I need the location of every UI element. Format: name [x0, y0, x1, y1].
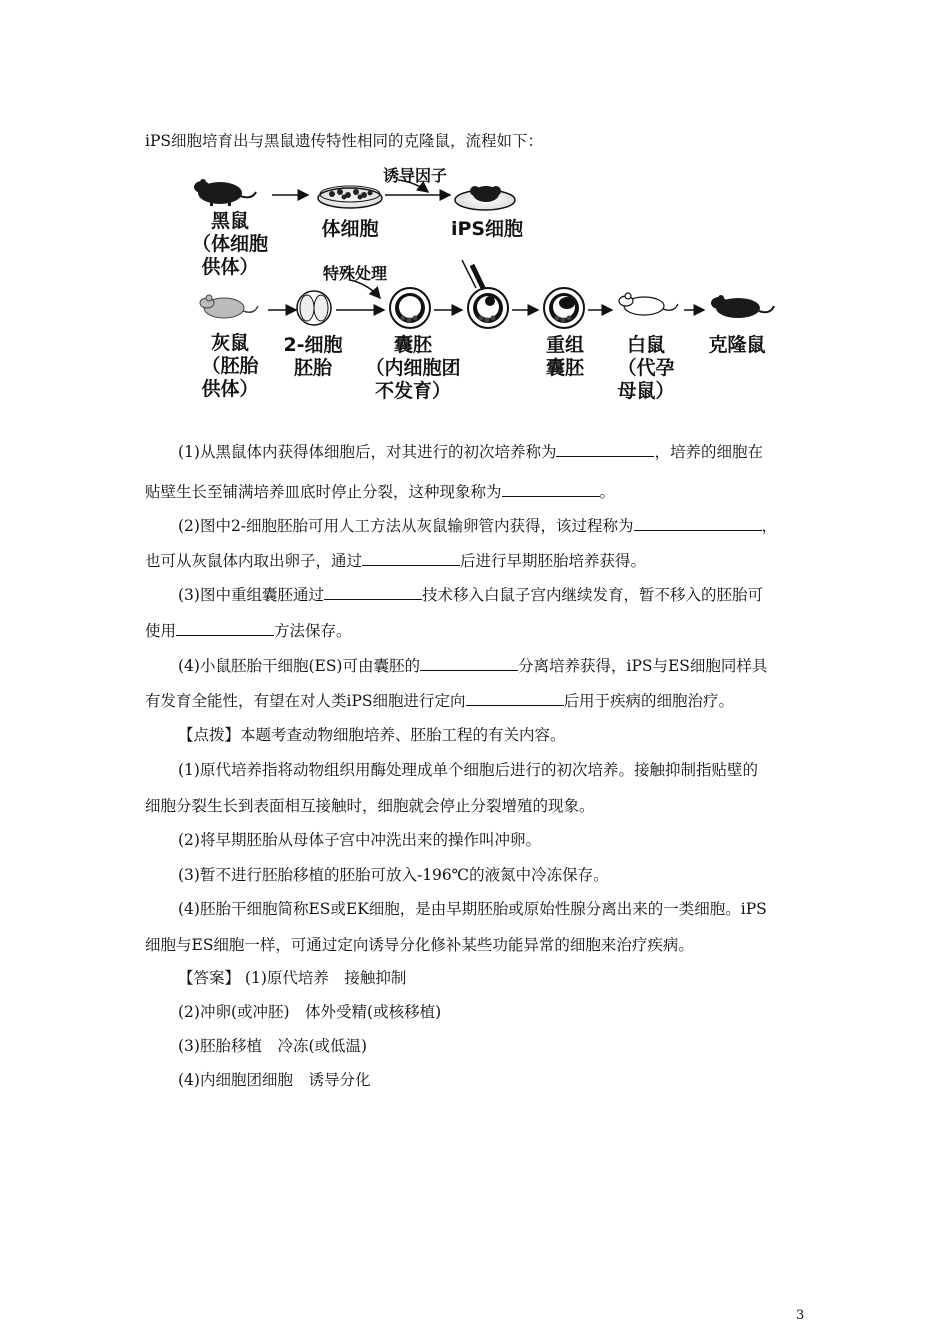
question-1-line-1: (1)从黑鼠体内获得体细胞后，对其进行的初次培养称为 ，培养的细胞在: [178, 443, 763, 461]
hint-p3: (3)暂不进行胚胎移植的胚胎可放入-196℃的液氮中冷冻保存。: [178, 866, 609, 884]
hint-p4-line-1: (4)胚胎干细胞简称ES或EK细胞，是由早期胚胎或原始性腺分离出来的一类细胞。iPS: [178, 900, 767, 918]
question-3-line-2: 使用 方法保存。: [145, 622, 352, 640]
clone-mouse-icon: [711, 295, 774, 318]
answer-1: 【答案】 (1)原代培养 接触抑制: [178, 969, 407, 987]
label-blastocyst: 囊胚 （内细胞团 不发育）: [365, 334, 461, 402]
question-3-line-1: (3)图中重组囊胚通过 技术移入白鼠子宫内继续发育，暂不移入的胚胎可: [178, 586, 763, 604]
label-clone-mouse: 克隆鼠: [708, 334, 766, 356]
hint-p2: (2)将早期胚胎从母体子宫中冲洗出来的操作叫冲卵。: [178, 831, 541, 849]
hint-title: 【点拨】本题考查动物细胞培养、胚胎工程的有关内容。: [178, 726, 566, 744]
blank-6[interactable]: [176, 621, 274, 636]
label-ips-cell: iPS细胞: [450, 218, 524, 240]
blank-8[interactable]: [466, 691, 564, 706]
question-2-line-2: 也可从灰鼠体内取出卵子，通过 后进行早期胚胎培养获得。: [145, 552, 647, 570]
hint-p1-line-1: (1)原代培养指将动物组织用酶处理成单个细胞后进行的初次培养。接触抑制指贴壁的: [178, 761, 758, 779]
blank-5[interactable]: [324, 585, 422, 600]
blank-1[interactable]: [556, 442, 654, 457]
label-somatic-cell: 体细胞: [321, 218, 379, 240]
somatic-cell-dish-icon: [318, 186, 382, 208]
question-1-line-2: 贴壁生长至铺满培养皿底时停止分裂，这种现象称为 。: [145, 483, 616, 501]
blank-2[interactable]: [502, 482, 600, 497]
label-special-treatment: 特殊处理: [322, 264, 387, 283]
white-mouse-icon: [619, 293, 678, 315]
blank-3[interactable]: [634, 516, 762, 531]
label-gray-mouse: 灰鼠 （胚胎 供体）: [201, 332, 259, 400]
recombined-blastocyst-icon: [544, 288, 584, 328]
question-2-line-1: (2)图中2-细胞胚胎可用人工方法从灰鼠输卵管内获得，该过程称为 ，: [178, 517, 778, 535]
page-number: 3: [796, 1308, 805, 1323]
ips-cell-dish-icon: [455, 186, 515, 210]
hint-p1-line-2: 细胞分裂生长到表面相互接触时，细胞就会停止分裂增殖的现象。: [145, 797, 595, 815]
label-two-cell: 2-细胞 胚胎: [283, 334, 343, 379]
answer-3: (3)胚胎移植 冷冻(或低温): [178, 1037, 368, 1055]
label-black-mouse: 黑鼠 （体细胞 供体）: [191, 210, 268, 278]
diagram-graphics: [190, 160, 780, 420]
flow-diagram: [190, 160, 780, 420]
label-white-mouse: 白鼠 （代孕 母鼠）: [617, 334, 675, 402]
hint-p4-line-2: 细胞与ES细胞一样，可通过定向诱导分化修补某些功能异常的细胞来治疗疾病。: [145, 936, 694, 954]
two-cell-embryo-icon: [297, 291, 331, 325]
blastocyst-icon: [390, 288, 430, 328]
intro-text: iPS细胞培育出与黑鼠遗传特性相同的克隆鼠，流程如下：: [145, 132, 544, 150]
gray-mouse-icon: [200, 295, 258, 318]
label-induce-factor: 诱导因子: [382, 166, 447, 185]
label-recombined: 重组 囊胚: [545, 334, 584, 379]
injection-blastocyst-icon: [462, 260, 508, 328]
question-4-line-2: 有发育全能性，有望在对人类iPS细胞进行定向 后用于疾病的细胞治疗。: [145, 692, 735, 710]
answer-2: (2)冲卵(或冲胚) 体外受精(或核移植): [178, 1003, 442, 1021]
black-mouse-icon: [194, 179, 256, 206]
question-4-line-1: (4)小鼠胚胎干细胞(ES)可由囊胚的 分离培养获得，iPS与ES细胞同样具: [178, 657, 768, 675]
blank-4[interactable]: [362, 551, 460, 566]
answer-4: (4)内细胞团细胞 诱导分化: [178, 1071, 371, 1089]
blank-7[interactable]: [420, 656, 518, 671]
